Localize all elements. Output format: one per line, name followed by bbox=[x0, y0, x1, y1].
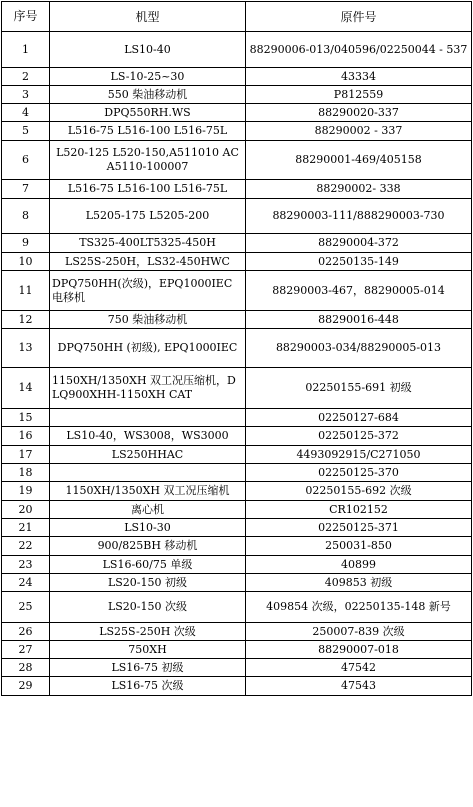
table-row bbox=[2, 501, 472, 519]
table-row bbox=[2, 271, 472, 311]
header-row bbox=[2, 2, 472, 32]
table-row bbox=[2, 32, 472, 68]
table-row bbox=[2, 446, 472, 464]
part-cell: 02250135-149 bbox=[246, 253, 472, 271]
header-model: 机型 bbox=[50, 2, 246, 32]
model-cell: LS16-75 初级 bbox=[50, 659, 246, 677]
part-cell: 47542 bbox=[246, 659, 472, 677]
model-cell: LS10-40 bbox=[50, 32, 246, 68]
row-number: 17 bbox=[2, 446, 50, 464]
part-cell: 250007-839 次级 bbox=[246, 623, 472, 641]
model-cell: DPQ550RH.WS bbox=[50, 104, 246, 122]
table-row bbox=[2, 409, 472, 427]
row-number: 25 bbox=[2, 592, 50, 623]
model-cell: LS20-150 次级 bbox=[50, 592, 246, 623]
model-cell: LS16-60/75 单级 bbox=[50, 556, 246, 574]
part-cell: 88290002 - 337 bbox=[246, 122, 472, 141]
table-row bbox=[2, 368, 472, 409]
part-cell: P812559 bbox=[246, 86, 472, 104]
table-row bbox=[2, 141, 472, 180]
row-number: 12 bbox=[2, 311, 50, 329]
row-number: 13 bbox=[2, 329, 50, 368]
part-cell: 02250125-372 bbox=[246, 427, 472, 446]
part-cell: 43334 bbox=[246, 68, 472, 86]
model-cell: 1150XH/1350XH 双工况压缩机 bbox=[50, 482, 246, 501]
model-cell: 900/825BH 移动机 bbox=[50, 537, 246, 556]
model-cell: 550 柴油移动机 bbox=[50, 86, 246, 104]
table-row bbox=[2, 641, 472, 659]
row-number: 1 bbox=[2, 32, 50, 68]
table-row bbox=[2, 574, 472, 592]
model-cell: LS25S-250H 次级 bbox=[50, 623, 246, 641]
model-cell: 离心机 bbox=[50, 501, 246, 519]
model-cell: DPQ750HH (初级), EPQ1000IEC bbox=[50, 329, 246, 368]
part-cell: 409853 初级 bbox=[246, 574, 472, 592]
part-cell: 02250127-684 bbox=[246, 409, 472, 427]
table-row bbox=[2, 537, 472, 556]
table-row bbox=[2, 329, 472, 368]
part-cell: 88290007-018 bbox=[246, 641, 472, 659]
row-number: 26 bbox=[2, 623, 50, 641]
table-row bbox=[2, 180, 472, 199]
row-number: 16 bbox=[2, 427, 50, 446]
table-row bbox=[2, 104, 472, 122]
header-index bbox=[2, 2, 50, 32]
row-number: 24 bbox=[2, 574, 50, 592]
table-row bbox=[2, 427, 472, 446]
part-cell: 40899 bbox=[246, 556, 472, 574]
model-cell: LS10-30 bbox=[50, 519, 246, 537]
row-number: 20 bbox=[2, 501, 50, 519]
part-cell: 02250125-370 bbox=[246, 464, 472, 482]
part-cell: 47543 bbox=[246, 677, 472, 696]
table-row bbox=[2, 234, 472, 253]
table-row bbox=[2, 592, 472, 623]
part-cell: 88290003-111/888290003-730 bbox=[246, 199, 472, 234]
model-cell: L516-75 L516-100 L516-75L bbox=[50, 180, 246, 199]
table-row bbox=[2, 519, 472, 537]
table-row bbox=[2, 68, 472, 86]
row-number: 3 bbox=[2, 86, 50, 104]
row-number: 27 bbox=[2, 641, 50, 659]
model-cell: LS-10-25~30 bbox=[50, 68, 246, 86]
model-cell bbox=[50, 464, 246, 482]
row-number: 11 bbox=[2, 271, 50, 311]
part-cell: 88290002- 338 bbox=[246, 180, 472, 199]
part-cell: 88290003-034/88290005-013 bbox=[246, 329, 472, 368]
row-number: 7 bbox=[2, 180, 50, 199]
part-cell: 88290001-469/405158 bbox=[246, 141, 472, 180]
row-number: 29 bbox=[2, 677, 50, 696]
model-cell: L5205-175 L5205-200 bbox=[50, 199, 246, 234]
model-cell bbox=[50, 409, 246, 427]
model-cell: 1150XH/1350XH 双工况压缩机，DLQ900XHH-1150XH CAT bbox=[50, 368, 246, 409]
model-cell: DPQ750HH(次级)，EPQ1000IEC 电移机 bbox=[50, 271, 246, 311]
table-row bbox=[2, 253, 472, 271]
part-cell: 88290006-013/040596/02250044 - 537 bbox=[246, 32, 472, 68]
table-row bbox=[2, 464, 472, 482]
table-row bbox=[2, 199, 472, 234]
model-cell: LS25S-250H，LS32-450HWC bbox=[50, 253, 246, 271]
model-cell: LS250HHAC bbox=[50, 446, 246, 464]
model-cell: TS325-400LT5325-450H bbox=[50, 234, 246, 253]
table-row bbox=[2, 482, 472, 501]
row-number: 21 bbox=[2, 519, 50, 537]
row-number: 8 bbox=[2, 199, 50, 234]
table-row bbox=[2, 122, 472, 141]
part-cell: 02250155-692 次级 bbox=[246, 482, 472, 501]
parts-table bbox=[1, 1, 472, 696]
part-cell: 88290003-467，88290005-014 bbox=[246, 271, 472, 311]
part-cell: 250031-850 bbox=[246, 537, 472, 556]
row-number: 4 bbox=[2, 104, 50, 122]
model-cell: LS16-75 次级 bbox=[50, 677, 246, 696]
part-cell: 02250125-371 bbox=[246, 519, 472, 537]
part-cell: 88290020-337 bbox=[246, 104, 472, 122]
table-row bbox=[2, 311, 472, 329]
table-row bbox=[2, 86, 472, 104]
model-cell: L520-125 L520-150,A511010 AC A5110-100007 bbox=[50, 141, 246, 180]
row-number: 22 bbox=[2, 537, 50, 556]
header-part: 原件号 bbox=[246, 2, 472, 32]
part-cell: 4493092915/C271050 bbox=[246, 446, 472, 464]
row-number: 9 bbox=[2, 234, 50, 253]
table-row bbox=[2, 623, 472, 641]
part-cell: 88290016-448 bbox=[246, 311, 472, 329]
table-row bbox=[2, 677, 472, 696]
model-cell: L516-75 L516-100 L516-75L bbox=[50, 122, 246, 141]
part-cell: 02250155-691 初级 bbox=[246, 368, 472, 409]
row-number: 19 bbox=[2, 482, 50, 501]
header-index-label: 序号 bbox=[13, 9, 38, 23]
table-row bbox=[2, 659, 472, 677]
part-cell: 409854 次级，02250135-148 新号 bbox=[246, 592, 472, 623]
model-cell: LS10-40，WS3008，WS3000 bbox=[50, 427, 246, 446]
model-cell: 750 柴油移动机 bbox=[50, 311, 246, 329]
row-number: 15 bbox=[2, 409, 50, 427]
row-number: 10 bbox=[2, 253, 50, 271]
table-row bbox=[2, 556, 472, 574]
part-cell: 88290004-372 bbox=[246, 234, 472, 253]
row-number: 23 bbox=[2, 556, 50, 574]
model-cell: LS20-150 初级 bbox=[50, 574, 246, 592]
row-number: 6 bbox=[2, 141, 50, 180]
row-number: 5 bbox=[2, 122, 50, 141]
part-cell: CR102152 bbox=[246, 501, 472, 519]
row-number: 2 bbox=[2, 68, 50, 86]
model-cell: 750XH bbox=[50, 641, 246, 659]
row-number: 28 bbox=[2, 659, 50, 677]
row-number: 18 bbox=[2, 464, 50, 482]
row-number: 14 bbox=[2, 368, 50, 409]
